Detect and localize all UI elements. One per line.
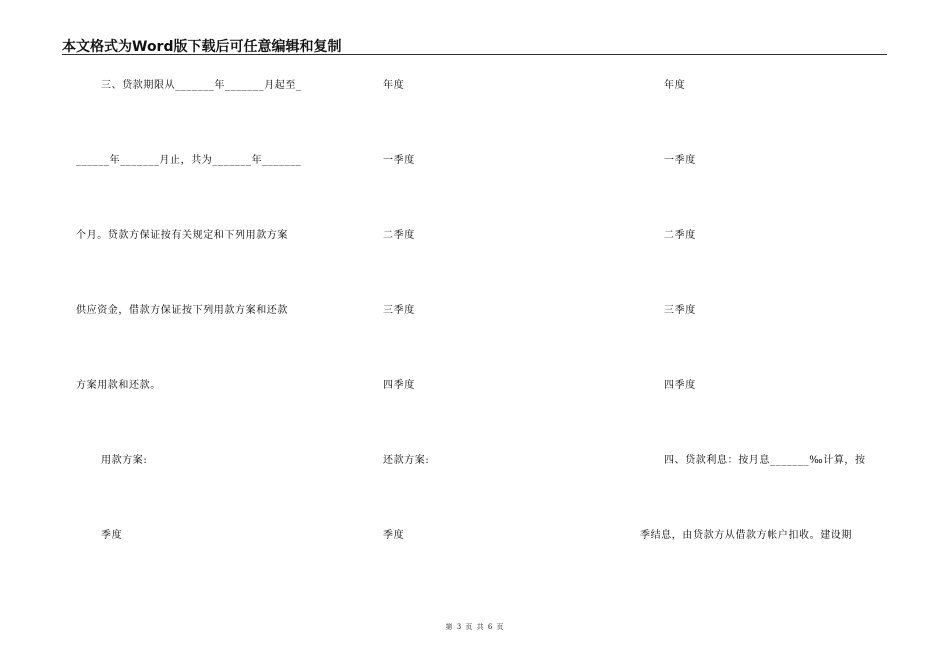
middle-line-5: 四季度: [383, 380, 415, 391]
left-line-4: 供应资金，借款方保证按下列用款方案和还款: [76, 305, 288, 316]
left-line-1: 三、贷款期限从_______年_______月起至_: [101, 80, 302, 91]
right-line-5: 四季度: [664, 380, 696, 391]
left-line-6: 用款方案:: [101, 455, 148, 466]
middle-line-3: 二季度: [383, 230, 415, 241]
left-line-7: 季度: [101, 530, 123, 541]
right-line-4: 三季度: [664, 305, 696, 316]
left-line-3: 个月。贷款方保证按有关规定和下列用款方案: [76, 230, 288, 241]
left-line-2: ______年_______月止，共为_______年_______: [76, 155, 302, 166]
left-line-5: 方案用款和还款。: [76, 380, 161, 391]
right-line-2: 一季度: [664, 155, 696, 166]
right-line-6: 四、贷款利息：按月息_______‰计算，按: [664, 455, 866, 466]
right-line-3: 二季度: [664, 230, 696, 241]
middle-line-7: 季度: [383, 530, 405, 541]
document-header-title: 本文格式为Word版下载后可任意编辑和复制: [62, 39, 342, 55]
page-number-footer: 第 3 页 共 6 页: [445, 623, 505, 631]
middle-line-2: 一季度: [383, 155, 415, 166]
header-divider: [62, 54, 887, 55]
middle-line-6: 还款方案:: [383, 455, 430, 466]
middle-line-4: 三季度: [383, 305, 415, 316]
right-line-7: 季结息，由贷款方从借款方帐户扣收。建设期: [640, 530, 852, 541]
middle-line-1: 年度: [383, 80, 405, 91]
right-line-1: 年度: [664, 80, 686, 91]
